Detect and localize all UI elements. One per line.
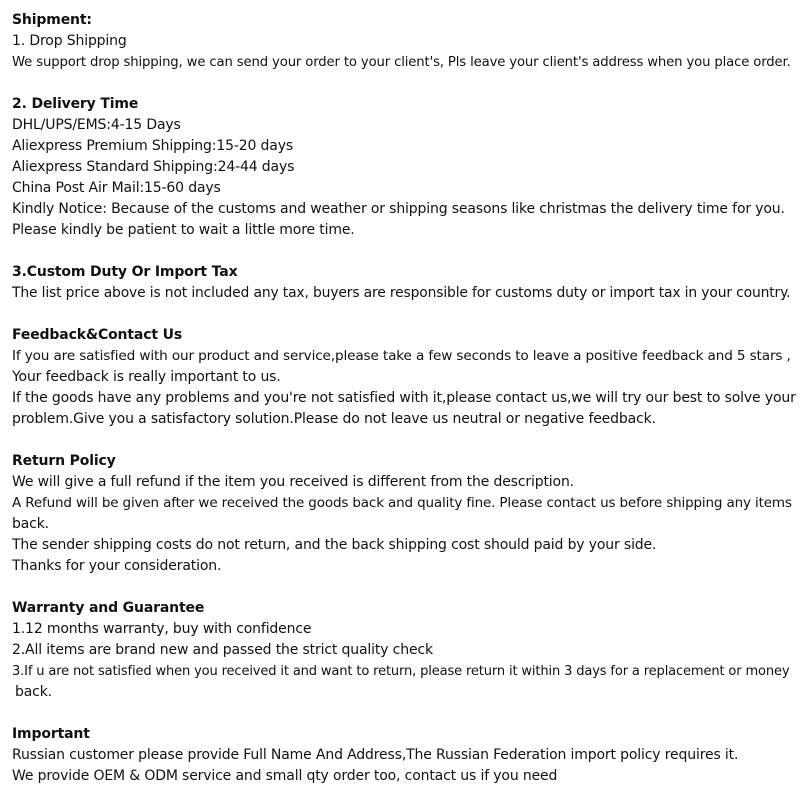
warranty-line: 2.All items are brand new and passed the strict quality check — [12, 642, 433, 658]
important-heading: Important — [12, 726, 90, 742]
shipment-section — [12, 10, 796, 73]
return-policy-section — [12, 451, 796, 577]
custom-duty-section — [12, 262, 796, 304]
important-line: Russian customer please provide Full Name And Address,The Russian Federation import policy requires it. — [12, 747, 739, 763]
feedback-line: If you are satisfied with our product and service,please take a few seconds to leave a positive feedback and 5 stars , — [12, 348, 791, 364]
spacer — [12, 430, 796, 451]
spacer — [12, 304, 796, 325]
return-policy-line: back. — [12, 516, 49, 532]
important-section — [12, 724, 796, 787]
spacer — [12, 241, 796, 262]
delivery-notice: Please kindly be patient to wait a little more time. — [12, 222, 355, 238]
warranty-heading: Warranty and Guarantee — [12, 600, 205, 616]
important-line: We provide OEM & ODM service and small qty order too, contact us if you need — [12, 768, 558, 784]
return-policy-line: The sender shipping costs do not return, and the back shipping cost should paid by your side. — [12, 537, 657, 553]
spacer — [12, 703, 796, 724]
warranty-section — [12, 598, 796, 703]
delivery-line: Aliexpress Premium Shipping:15-20 days — [12, 138, 294, 154]
return-policy-heading: Return Policy — [12, 453, 116, 469]
spacer — [12, 73, 796, 94]
warranty-line: back. — [15, 684, 52, 700]
custom-duty-text: The list price above is not included any tax, buyers are responsible for customs duty or import tax in your country. — [12, 285, 791, 301]
feedback-line: Your feedback is really important to us. — [12, 369, 281, 385]
delivery-line: China Post Air Mail:15-60 days — [12, 180, 221, 196]
warranty-line: 3.If u are not satisfied when you received it and want to return, please return it within 3 days for a replacement or money — [12, 664, 790, 679]
feedback-section — [12, 325, 796, 430]
feedback-line: If the goods have any problems and you're not satisfied with it,please contact us,we will try our best to solve your — [12, 390, 796, 406]
return-policy-line: We will give a full refund if the item you received is different from the description. — [12, 474, 574, 490]
delivery-heading: 2. Delivery Time — [12, 96, 139, 112]
return-policy-line: Thanks for your consideration. — [12, 558, 222, 574]
delivery-notice: Kindly Notice: Because of the customs and weather or shipping seasons like christmas the delivery time for you. — [12, 201, 785, 217]
custom-duty-heading: 3.Custom Duty Or Import Tax — [12, 264, 238, 280]
policy-document — [12, 10, 796, 787]
shipment-heading: Shipment: — [12, 12, 92, 28]
delivery-section — [12, 94, 796, 241]
return-policy-line: A Refund will be given after we received the goods back and quality fine. Please contact us before shipping any items — [12, 495, 792, 511]
warranty-line: 1.12 months warranty, buy with confidence — [12, 621, 312, 637]
spacer — [12, 577, 796, 598]
delivery-line: DHL/UPS/EMS:4-15 Days — [12, 117, 181, 133]
delivery-line: Aliexpress Standard Shipping:24-44 days — [12, 159, 295, 175]
drop-shipping-title: 1. Drop Shipping — [12, 33, 127, 49]
feedback-heading: Feedback&Contact Us — [12, 327, 183, 343]
drop-shipping-text: We support drop shipping, we can send your order to your client's, Pls leave your client's address when you place order. — [12, 55, 791, 70]
feedback-line: problem.Give you a satisfactory solution.Please do not leave us neutral or negative feedback. — [12, 411, 656, 427]
